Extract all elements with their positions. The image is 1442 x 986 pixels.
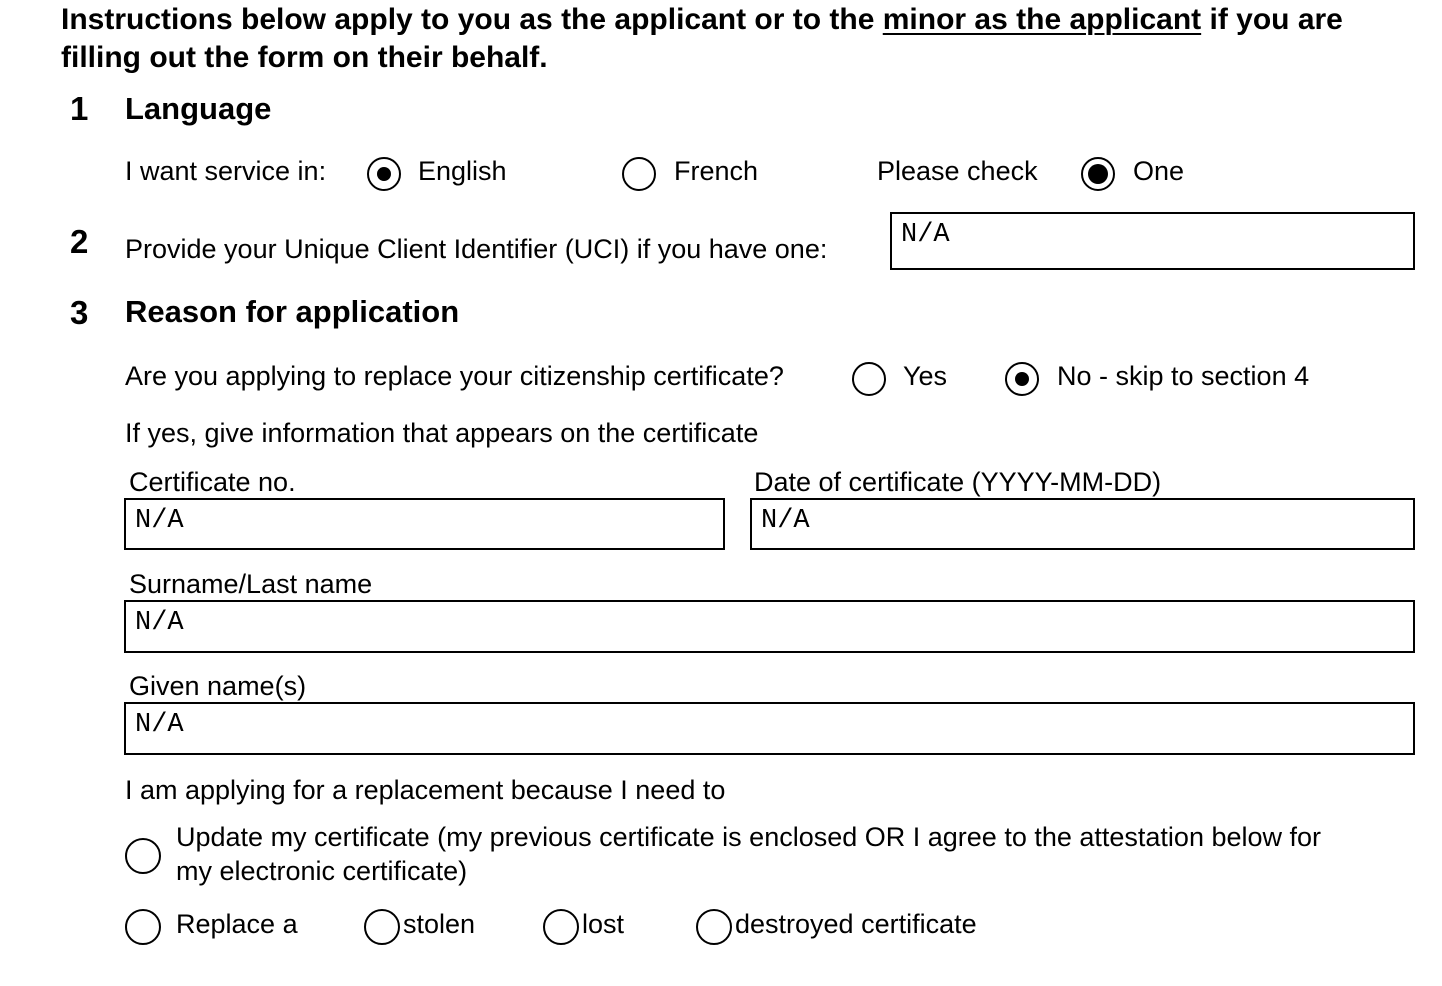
section-3-title: Reason for application <box>125 294 460 329</box>
certificate-date-field[interactable]: N/A <box>750 498 1415 550</box>
section-3-number: 3 <box>70 294 89 331</box>
update-certificate-radio[interactable] <box>125 838 161 874</box>
certificate-date-label: Date of certificate (YYYY-MM-DD) <box>754 467 1162 497</box>
surname-field[interactable]: N/A <box>124 600 1415 653</box>
french-radio[interactable] <box>622 157 656 191</box>
english-label: English <box>418 156 507 186</box>
destroyed-radio[interactable] <box>696 909 732 945</box>
certificate-no-field[interactable]: N/A <box>124 498 725 550</box>
one-label: One <box>1133 156 1185 186</box>
update-certificate-label-line2: my electronic certificate) <box>176 856 468 886</box>
language-prompt: I want service in: <box>125 156 327 186</box>
no-radio[interactable] <box>1005 362 1039 396</box>
stolen-label: stolen <box>403 909 476 939</box>
surname-label: Surname/Last name <box>129 569 373 599</box>
section-1-number: 1 <box>70 90 89 127</box>
lost-label: lost <box>582 909 625 939</box>
uci-field[interactable]: N/A <box>890 212 1415 270</box>
yes-radio[interactable] <box>852 362 886 396</box>
section-2-number: 2 <box>70 223 89 260</box>
minor-applicant-link[interactable]: minor as the applicant <box>882 3 1202 36</box>
replace-question: Are you applying to replace your citizenship certificate? <box>125 361 784 391</box>
please-check-label: Please check <box>877 156 1038 186</box>
destroyed-label: destroyed certificate <box>735 909 977 939</box>
one-radio[interactable] <box>1081 157 1115 191</box>
english-radio[interactable] <box>367 157 401 191</box>
given-names-label: Given name(s) <box>129 671 307 701</box>
reason-prompt: I am applying for a replacement because I need to <box>125 775 726 805</box>
uci-prompt: Provide your Unique Client Identifier (UCI) if you have one: <box>125 234 828 264</box>
section-1-title: Language <box>125 91 272 126</box>
intro-text-end: if you are filling out the form on their behalf. <box>61 3 1343 74</box>
lost-radio[interactable] <box>543 909 579 945</box>
replace-radio[interactable] <box>125 909 161 945</box>
no-label: No - skip to section 4 <box>1057 361 1310 391</box>
intro-instructions <box>61 1 1421 77</box>
given-names-field[interactable]: N/A <box>124 702 1415 755</box>
yes-label: Yes <box>903 361 948 391</box>
certificate-no-label: Certificate no. <box>129 467 296 497</box>
intro-text-start: Instructions below apply to you as the applicant or to the <box>61 3 883 36</box>
if-yes-instructions: If yes, give information that appears on the certificate <box>125 418 759 448</box>
update-certificate-label-line1: Update my certificate (my previous certificate is enclosed OR I agree to the attestation below for <box>176 822 1322 852</box>
french-label: French <box>674 156 759 186</box>
replace-label: Replace a <box>176 909 298 939</box>
stolen-radio[interactable] <box>364 909 400 945</box>
